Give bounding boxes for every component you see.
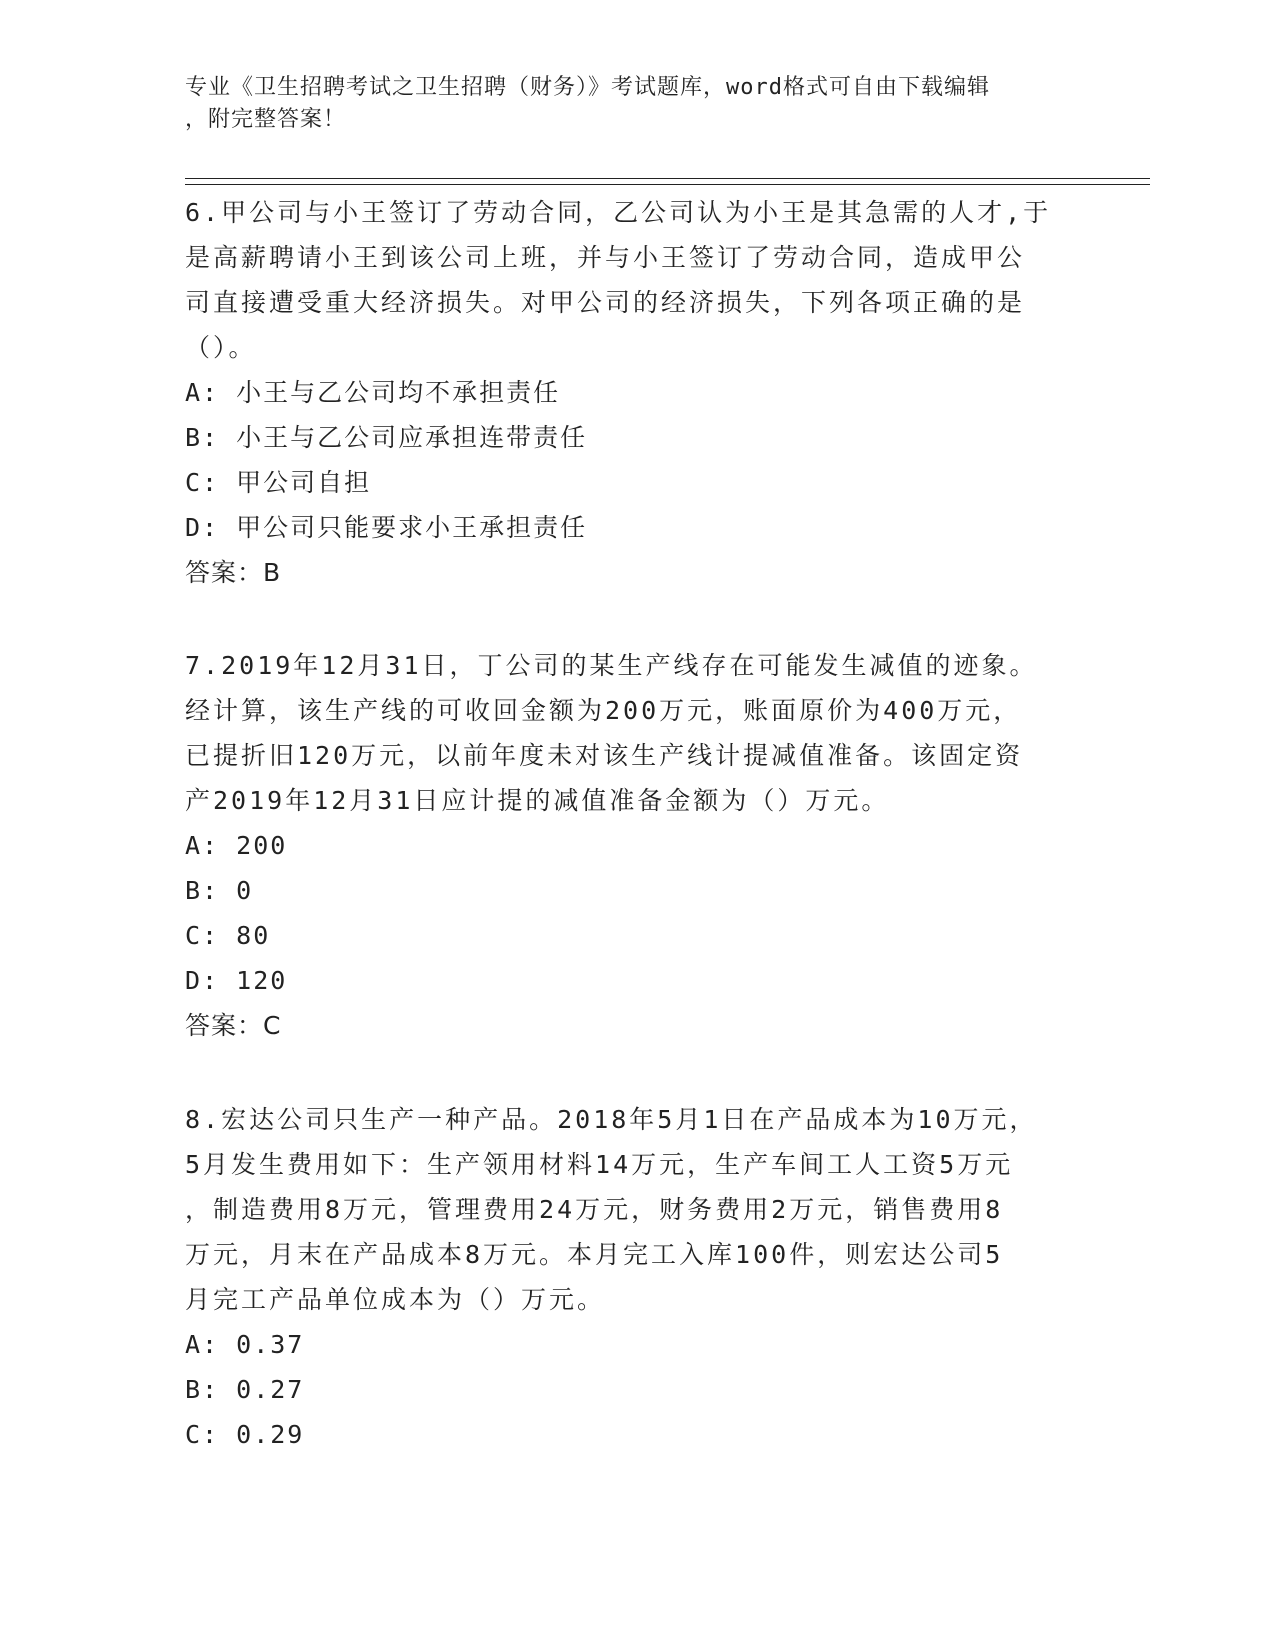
option-a: A: 0.37 [185, 1330, 305, 1359]
answer-label: 答案：B [185, 558, 282, 587]
header-divider-bottom [185, 184, 1150, 185]
option-a: A: 小王与乙公司均不承担责任 [185, 378, 561, 407]
option-a: A: 200 [185, 831, 288, 860]
option-c: C: 80 [185, 921, 271, 950]
question-text-line: 是高薪聘请小王到该公司上班，并与小王签订了劳动合同，造成甲公 [185, 243, 1026, 272]
question-text-line: 5月发生费用如下：生产领用材料14万元，生产车间工人工资5万元 [185, 1150, 1014, 1179]
option-d: D: 甲公司只能要求小王承担责任 [185, 513, 588, 542]
header-line-2: ，附完整答案！ [185, 107, 347, 132]
question-7 [185, 643, 1085, 1048]
document-header [185, 72, 1085, 136]
question-text-line: 7.2019年12月31日，丁公司的某生产线存在可能发生减值的迹象。 [185, 651, 1038, 680]
header-divider-top [185, 178, 1150, 179]
option-d: D: 120 [185, 966, 288, 995]
option-c: C: 甲公司自担 [185, 468, 372, 497]
question-text-line: 8.宏达公司只生产一种产品。2018年5月1日在产品成本为10万元， [185, 1105, 1038, 1134]
question-6 [185, 190, 1085, 595]
question-text-line: 产2019年12月31日应计提的减值准备金额为（）万元。 [185, 786, 890, 815]
question-8 [185, 1097, 1085, 1457]
option-b: B: 0 [185, 876, 254, 905]
question-text-line: 万元，月末在产品成本8万元。本月完工入库100件，则宏达公司5 [185, 1240, 1004, 1269]
header-line-1: 专业《卫生招聘考试之卫生招聘（财务）》考试题库，word格式可自由下载编辑 [185, 75, 990, 100]
option-c: C: 0.29 [185, 1420, 305, 1449]
question-text-line: 6.甲公司与小王签订了劳动合同，乙公司认为小王是其急需的人才,于 [185, 198, 1052, 227]
option-b: B: 0.27 [185, 1375, 305, 1404]
question-text-line: ，制造费用8万元，管理费用24万元，财务费用2万元，销售费用8 [185, 1195, 1004, 1224]
option-b: B: 小王与乙公司应承担连带责任 [185, 423, 588, 452]
answer-label: 答案：C [185, 1011, 282, 1040]
question-text-line: 月完工产品单位成本为（）万元。 [185, 1285, 606, 1314]
question-text-line: 经计算，该生产线的可收回金额为200万元，账面原价为400万元， [185, 696, 1022, 725]
question-text-line: （）。 [185, 333, 257, 362]
question-text-line: 已提折旧120万元，以前年度未对该生产线计提减值准备。该固定资 [185, 741, 1024, 770]
question-text-line: 司直接遭受重大经济损失。对甲公司的经济损失，下列各项正确的是 [185, 288, 1026, 317]
